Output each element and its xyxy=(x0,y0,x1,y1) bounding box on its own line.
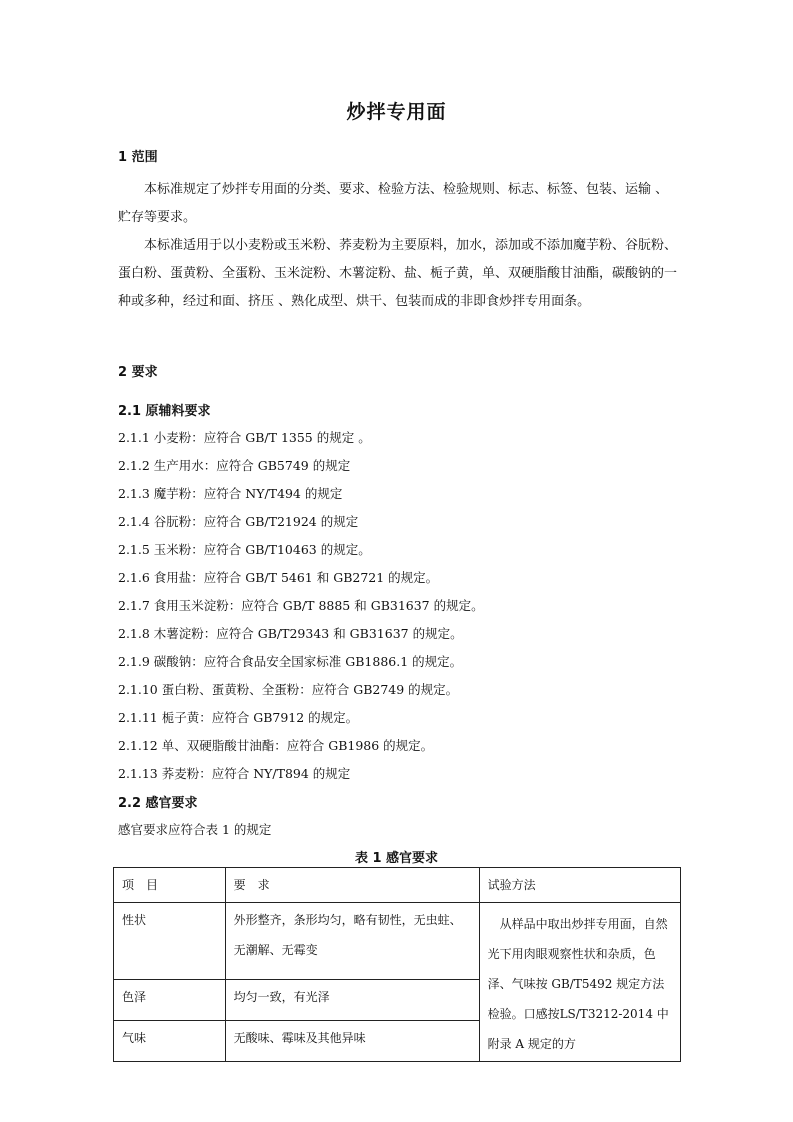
table-row xyxy=(114,903,681,980)
row-requirement: 外形整齐，条形均匀，略有韧性，无虫蛀、无潮解、无霉变 xyxy=(225,903,479,980)
header-test-method: 试验方法 xyxy=(479,868,680,903)
header-requirement: 要 求 xyxy=(225,868,479,903)
requirement-item: 2.1.12 单、双硬脂酸甘油酯：应符合 GB1986 的规定。 xyxy=(118,738,434,753)
row-item: 色泽 xyxy=(114,979,226,1020)
section-2-1-heading: 2.1 原辅料要求 xyxy=(118,404,211,419)
row-requirement: 无酸味、霉味及其他异味 xyxy=(225,1020,479,1061)
sensory-requirements-table xyxy=(113,867,681,1062)
sensory-intro: 感官要求应符合表 1 的规定 xyxy=(118,822,272,837)
table-header-row xyxy=(114,868,681,903)
table-caption: 表 1 感官要求 xyxy=(354,851,439,866)
requirement-item: 2.1.3 魔芋粉：应符合 NY/T494 的规定 xyxy=(118,486,343,501)
row-item: 性状 xyxy=(114,903,226,980)
requirement-item: 2.1.5 玉米粉：应符合 GB/T10463 的规定。 xyxy=(118,542,371,557)
requirement-item: 2.1.1 小麦粉：应符合 GB/T 1355 的规定 。 xyxy=(118,430,371,445)
requirement-item: 2.1.9 碳酸钠：应符合食品安全国家标准 GB1886.1 的规定。 xyxy=(118,654,463,669)
requirement-item: 2.1.2 生产用水：应符合 GB5749 的规定 xyxy=(118,458,351,473)
section-2-2-heading: 2.2 感官要求 xyxy=(118,796,198,811)
requirement-item: 2.1.11 栀子黄：应符合 GB7912 的规定。 xyxy=(118,710,359,725)
section-2-heading: 2 要求 xyxy=(118,365,158,380)
requirement-item: 2.1.13 荞麦粉：应符合 NY/T894 的规定 xyxy=(118,766,351,781)
requirement-item: 2.1.10 蛋白粉、蛋黄粉、全蛋粉：应符合 GB2749 的规定。 xyxy=(118,682,459,697)
section-1-heading: 1 范围 xyxy=(118,150,158,165)
row-requirement: 均匀一致，有光泽 xyxy=(225,979,479,1020)
requirement-item: 2.1.6 食用盐：应符合 GB/T 5461 和 GB2721 的规定。 xyxy=(118,570,439,585)
header-item: 项 目 xyxy=(114,868,226,903)
row-item: 气味 xyxy=(114,1020,226,1061)
requirement-item: 2.1.4 谷朊粉：应符合 GB/T21924 的规定 xyxy=(118,514,359,529)
requirement-item: 2.1.7 食用玉米淀粉：应符合 GB/T 8885 和 GB31637 的规定。 xyxy=(118,598,484,613)
requirement-item: 2.1.8 木薯淀粉：应符合 GB/T29343 和 GB31637 的规定。 xyxy=(118,626,463,641)
scope-paragraph-2: 本标准适用于以小麦粉或玉米粉、荞麦粉为主要原料，加水，添加或不添加魔芋粉、谷朊粉、蛋白粉、蛋黄粉、全蛋粉、玉米淀粉、木薯淀粉、盐、栀子黄，单、双硬脂酸甘油酯，碳酸钠的一种或多种，经过和面、挤压 、熟化成型、烘干、包装而成的非即食炒拌专用面条。 xyxy=(118,238,678,309)
scope-paragraph-1: 本标准规定了炒拌专用面的分类、要求、检验方法、检验规则、标志、标签、包装、运输 、贮存等要求。 xyxy=(118,182,669,225)
document-title: 炒拌专用面 xyxy=(346,101,447,123)
test-method-cell: 从样品中取出炒拌专用面，自然光下用肉眼观察性状和杂质，色泽、气味按 GB/T5492 规定方法检验。口感按LS/T3212-2014 中附录 A 规定的方 xyxy=(479,903,680,1062)
